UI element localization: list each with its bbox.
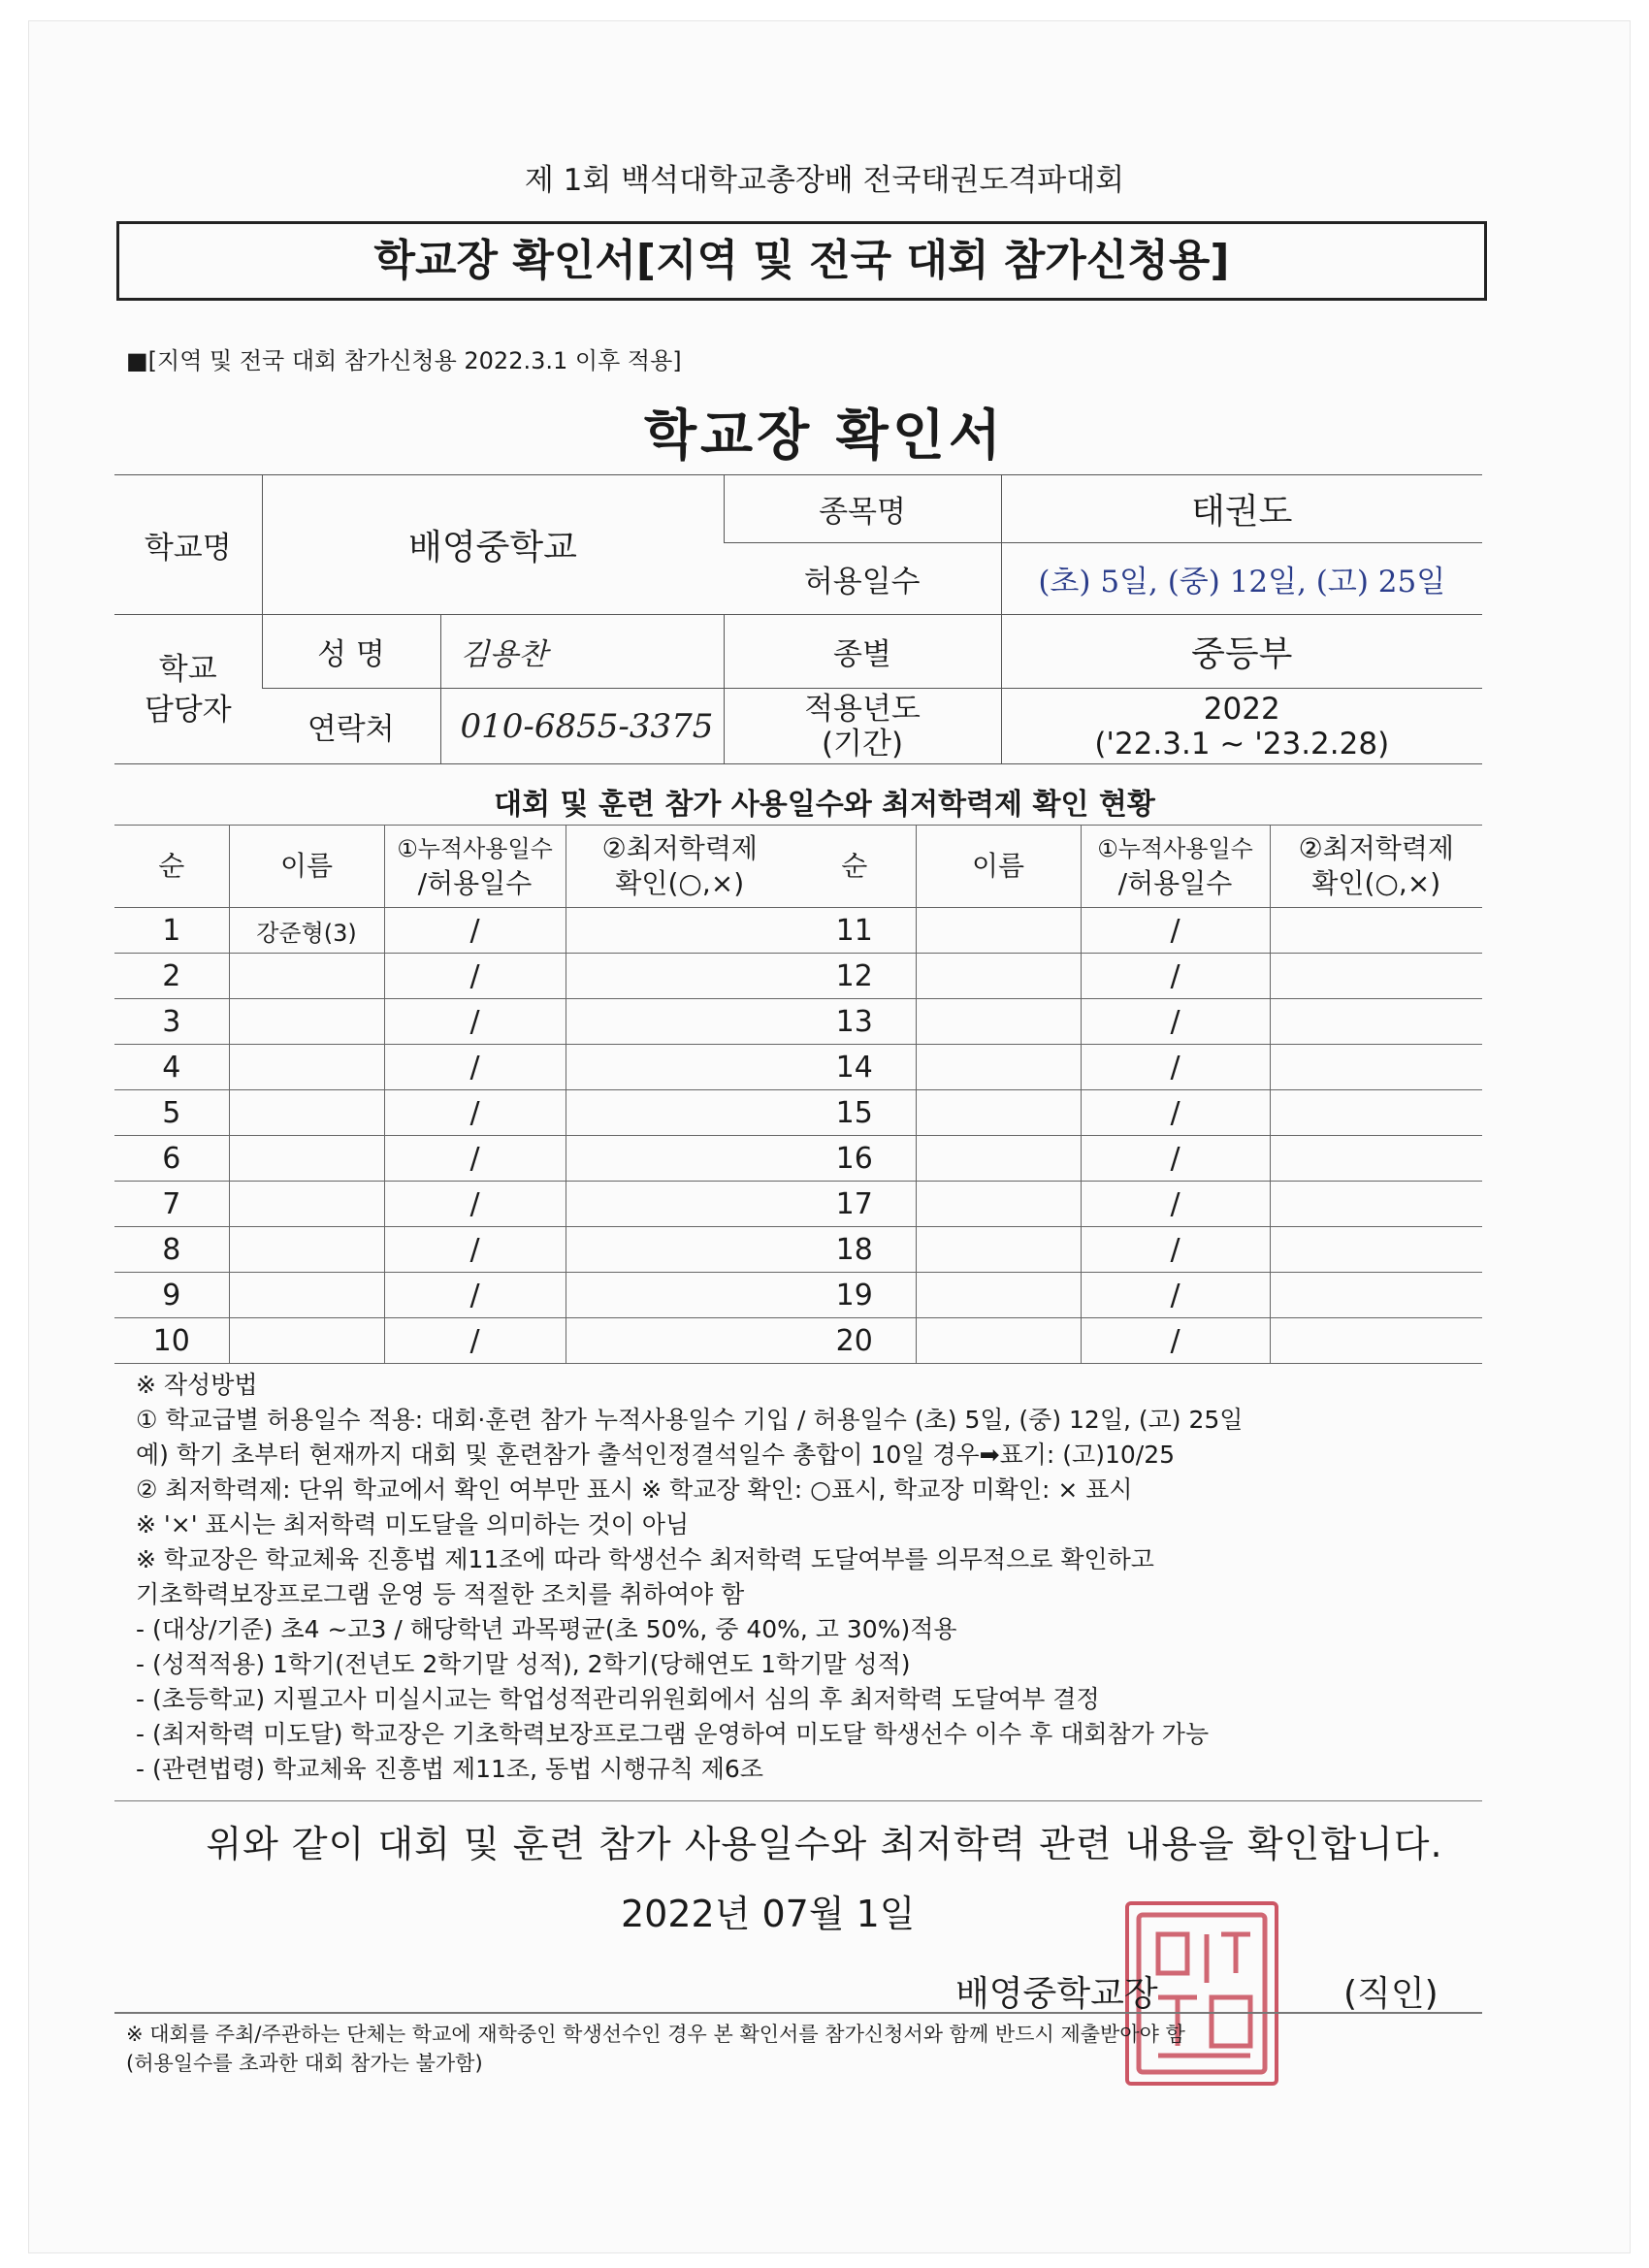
row-name [229, 1182, 384, 1227]
row-number: 7 [114, 1182, 229, 1227]
row-number: 1 [114, 908, 229, 954]
col-check-header: ②최저학력제 확인(○,×) [1270, 826, 1482, 908]
row-check [1270, 1318, 1482, 1364]
row-number: 18 [793, 1227, 916, 1273]
row-check [566, 1045, 793, 1090]
guide-heading: ※ 작성방법 [136, 1371, 258, 1399]
divider [114, 1800, 1482, 1801]
row-number: 8 [114, 1227, 229, 1273]
row-days: / [384, 1045, 566, 1090]
row-check [566, 908, 793, 954]
confirmation-statement: 위와 같이 대회 및 훈련 참가 사용일수와 최저학력 관련 내용을 확인합니다. [206, 1823, 1443, 1865]
row-name: 강준형(3) [229, 908, 384, 954]
row-check [1270, 1182, 1482, 1227]
table-row [114, 908, 793, 954]
school-value: 배영중학교 [262, 475, 724, 615]
row-days: / [1081, 1318, 1270, 1364]
table-row [793, 1045, 1482, 1090]
row-number: 3 [114, 999, 229, 1045]
row-days: / [384, 908, 566, 954]
row-number: 17 [793, 1182, 916, 1227]
col-name-header: 이름 [229, 826, 384, 908]
table-row [793, 908, 1482, 954]
row-days: / [384, 1136, 566, 1182]
guide-line: ※ '×' 표시는 최저학력 미도달을 의미하는 것이 아님 [136, 1510, 690, 1539]
row-check [566, 1318, 793, 1364]
row-days: / [384, 999, 566, 1045]
table-row [793, 954, 1482, 999]
row-name [916, 1136, 1081, 1182]
row-number: 10 [114, 1318, 229, 1364]
table-row [114, 1227, 793, 1273]
row-name [916, 999, 1081, 1045]
row-days: / [384, 1318, 566, 1364]
seal-label: (직인) [1343, 1974, 1439, 2014]
row-name [916, 908, 1081, 954]
row-name [916, 954, 1081, 999]
table-row [114, 1182, 793, 1227]
usage-note: ■[지역 및 전국 대회 참가신청용 2022.3.1 이후 적용] [126, 347, 682, 374]
row-check [1270, 908, 1482, 954]
col-no-header: 순 [793, 826, 916, 908]
row-check [1270, 1136, 1482, 1182]
row-days: / [1081, 908, 1270, 954]
guide-line: - (성적적용) 1학기(전년도 2학기말 성적), 2학기(당해연도 1학기말 성적) [136, 1650, 911, 1678]
writing-guide [136, 1368, 1494, 1787]
row-days: / [1081, 1182, 1270, 1227]
row-check [1270, 1273, 1482, 1318]
row-name [916, 1273, 1081, 1318]
row-check [566, 1090, 793, 1136]
row-number: 6 [114, 1136, 229, 1182]
row-name [229, 1045, 384, 1090]
guide-line: - (초등학교) 지필고사 미실시교는 학업성적관리위원회에서 심의 후 최저학력 도달여부 결정 [136, 1685, 1100, 1713]
table-row [114, 999, 793, 1045]
year-cell [1001, 689, 1482, 764]
allowed-days-label: 허용일수 [724, 543, 1001, 615]
row-name [229, 999, 384, 1045]
event-title: 제 1회 백석대학교총장배 전국태권도격파대회 [524, 163, 1125, 198]
guide-line: 예) 학기 초부터 현재까지 대회 및 훈련참가 출석인정결석일수 총합이 10일 경우➡표기: (고)10/25 [136, 1441, 1176, 1469]
row-number: 5 [114, 1090, 229, 1136]
footer-line: (허용일수를 초과한 대회 참가는 불가함) [126, 2052, 483, 2075]
row-check [1270, 999, 1482, 1045]
row-check [566, 954, 793, 999]
guide-line: ① 학교급별 허용일수 적용: 대회·훈련 참가 누적사용일수 기입 / 허용일수 (초) 5일, (중) 12일, (고) 25일 [136, 1406, 1244, 1434]
row-days: / [1081, 1136, 1270, 1182]
row-days: / [1081, 1227, 1270, 1273]
table-row [114, 1045, 793, 1090]
year-period: ('22.3.1 ~ '23.2.28) [1094, 726, 1390, 761]
row-days: / [384, 1182, 566, 1227]
year-value: 2022 [1203, 691, 1280, 727]
row-number: 12 [793, 954, 916, 999]
row-name [229, 1227, 384, 1273]
issue-date: 2022년 07월 1일 [621, 1893, 916, 1935]
row-name [229, 1136, 384, 1182]
guide-line: - (관련법령) 학교체육 진흥법 제11조, 동법 시행규칙 제6조 [136, 1755, 763, 1783]
main-title: 학교장 확인서 [643, 405, 1006, 468]
row-days: / [384, 954, 566, 999]
row-days: / [1081, 954, 1270, 999]
row-number: 16 [793, 1136, 916, 1182]
row-name [229, 1090, 384, 1136]
row-name [916, 1090, 1081, 1136]
col-name-header: 이름 [916, 826, 1081, 908]
col-days-header: ①누적사용일수 /허용일수 [1081, 826, 1270, 908]
table-row [793, 1273, 1482, 1318]
row-days: / [1081, 1273, 1270, 1318]
guide-line: ※ 학교장은 학교체육 진흥법 제11조에 따라 학생선수 최저학력 도달여부를 의무적으로 확인하고 [136, 1545, 1154, 1573]
row-number: 11 [793, 908, 916, 954]
row-name [229, 954, 384, 999]
category-label: 종별 [724, 615, 1001, 689]
year-label: 적용년도 (기간) [724, 689, 1001, 764]
row-check [1270, 1090, 1482, 1136]
footer-divider [114, 2012, 1482, 2014]
table-row [793, 999, 1482, 1045]
row-check [566, 1273, 793, 1318]
sport-value: 태권도 [1001, 475, 1482, 543]
manager-name-handwritten: 김용찬 [440, 615, 724, 689]
guide-line: ② 최저학력제: 단위 학교에서 확인 여부만 표시 ※ 학교장 확인: ○표시, 학교장 미확인: × 표시 [136, 1475, 1133, 1504]
table-row [114, 1090, 793, 1136]
row-name [916, 1227, 1081, 1273]
row-name [229, 1318, 384, 1364]
col-no-header: 순 [114, 826, 229, 908]
row-days: / [384, 1227, 566, 1273]
usage-table-left [114, 825, 793, 1364]
table-row [114, 1318, 793, 1364]
col-days-header: ①누적사용일수 /허용일수 [384, 826, 566, 908]
row-number: 13 [793, 999, 916, 1045]
sport-label: 종목명 [724, 475, 1001, 543]
name-label: 성 명 [262, 615, 440, 689]
document-box-title: 학교장 확인서[지역 및 전국 대회 참가신청용] [116, 221, 1487, 301]
footer-line: ※ 대회를 주최/주관하는 단체는 학교에 재학중인 학생선수인 경우 본 확인서를 참가신청서와 함께 반드시 제출받아야 함 [126, 2023, 1185, 2046]
row-number: 9 [114, 1273, 229, 1318]
guide-line: - (대상/기준) 초4 ~고3 / 해당학년 과목평균(초 50%, 중 40%, 고 30%)적용 [136, 1615, 957, 1643]
principal-signature-line: 배영중학교장 [955, 1974, 1158, 2014]
row-check [566, 1136, 793, 1182]
row-number: 4 [114, 1045, 229, 1090]
row-number: 20 [793, 1318, 916, 1364]
school-label: 학교명 [114, 475, 262, 615]
allowed-days-value: (초) 5일, (중) 12일, (고) 25일 [1001, 543, 1482, 615]
contact-handwritten: 010-6855-3375 [440, 689, 724, 764]
row-number: 2 [114, 954, 229, 999]
table-row [114, 1273, 793, 1318]
table-row [793, 1227, 1482, 1273]
school-info-table [114, 474, 1482, 764]
row-check [1270, 1045, 1482, 1090]
row-name [229, 1273, 384, 1318]
row-name [916, 1182, 1081, 1227]
table-row [114, 954, 793, 999]
row-days: / [1081, 1045, 1270, 1090]
category-value: 중등부 [1001, 615, 1482, 689]
table-row [793, 1136, 1482, 1182]
row-check [1270, 954, 1482, 999]
row-check [566, 999, 793, 1045]
table-row [793, 1318, 1482, 1364]
row-check [566, 1227, 793, 1273]
row-name [916, 1318, 1081, 1364]
row-name [916, 1045, 1081, 1090]
usage-table-right [793, 825, 1482, 1364]
row-days: / [384, 1090, 566, 1136]
section-title: 대회 및 훈련 참가 사용일수와 최저학력제 확인 현황 [494, 788, 1155, 822]
row-days: / [1081, 999, 1270, 1045]
manager-label: 학교 담당자 [114, 615, 262, 764]
table-row [793, 1182, 1482, 1227]
row-number: 14 [793, 1045, 916, 1090]
table-row [793, 1090, 1482, 1136]
row-check [1270, 1227, 1482, 1273]
guide-line: 기초학력보장프로그램 운영 등 적절한 조치를 취하여야 함 [136, 1580, 745, 1608]
row-number: 19 [793, 1273, 916, 1318]
contact-label: 연락처 [262, 689, 440, 764]
row-days: / [1081, 1090, 1270, 1136]
row-number: 15 [793, 1090, 916, 1136]
row-check [566, 1182, 793, 1227]
footer-note [126, 2020, 1185, 2078]
guide-line: - (최저학력 미도달) 학교장은 기초학력보장프로그램 운영하여 미도달 학생선수 이수 후 대회참가 가능 [136, 1720, 1210, 1748]
table-row [114, 1136, 793, 1182]
col-check-header: ②최저학력제 확인(○,×) [566, 826, 793, 908]
row-days: / [384, 1273, 566, 1318]
